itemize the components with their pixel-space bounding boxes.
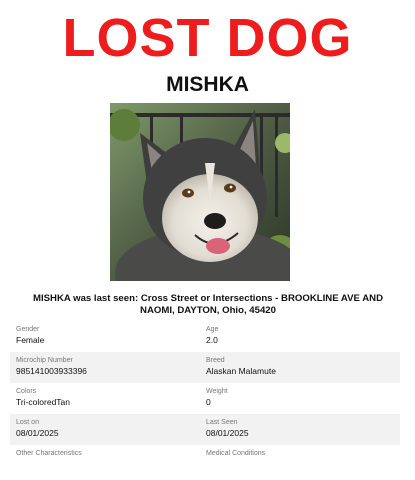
breed-label: Breed xyxy=(206,357,225,364)
poster-headline: LOST DOG xyxy=(62,8,353,68)
weight-field xyxy=(206,387,386,408)
medical-conditions-label: Medical Conditions xyxy=(206,450,266,457)
colors-field xyxy=(16,387,196,408)
age-label: Age xyxy=(206,326,219,333)
dog-photo xyxy=(110,103,290,281)
other-characteristics-label: Other Characteristics xyxy=(16,450,82,457)
details-grid xyxy=(10,321,400,476)
microchip-value: 985141003933396 xyxy=(16,366,87,376)
breed-field xyxy=(206,356,386,377)
weight-value: 0 xyxy=(206,397,211,407)
medical-conditions-field xyxy=(206,449,386,459)
details-row-gender-age xyxy=(10,321,400,352)
weight-label: Weight xyxy=(206,388,228,395)
details-row-colors-weight xyxy=(10,383,400,414)
details-row-microchip-breed xyxy=(10,352,400,383)
age-field xyxy=(206,325,386,346)
age-value: 2.0 xyxy=(206,335,218,345)
gender-field xyxy=(16,325,196,346)
gender-value: Female xyxy=(16,335,45,345)
colors-value: Tri-coloredTan xyxy=(16,397,71,407)
microchip-field xyxy=(16,356,196,377)
breed-value: Alaskan Malamute xyxy=(206,366,276,376)
last-seen-field xyxy=(206,418,386,439)
details-row-characteristics-medical xyxy=(10,445,400,476)
gender-label: Gender xyxy=(16,326,40,333)
last-seen-value: 08/01/2025 xyxy=(206,428,249,438)
lost-on-value: 08/01/2025 xyxy=(16,428,59,438)
dog-photo-image xyxy=(110,103,290,281)
pet-name: MISHKA xyxy=(166,73,249,96)
lost-on-field xyxy=(16,418,196,439)
colors-label: Colors xyxy=(16,388,37,395)
details-row-lost-on-last-seen xyxy=(10,414,400,445)
last-seen-statement: MISHKA was last seen: Cross Street or Intersections - BROOKLINE AVE AND NAOMI, DAYTON, Ohio, 45420 xyxy=(32,293,384,316)
other-characteristics-field xyxy=(16,449,196,459)
microchip-label: Microchip Number xyxy=(16,357,73,364)
lost-on-label: Lost on xyxy=(16,419,39,426)
last-seen-label: Last Seen xyxy=(206,419,238,426)
